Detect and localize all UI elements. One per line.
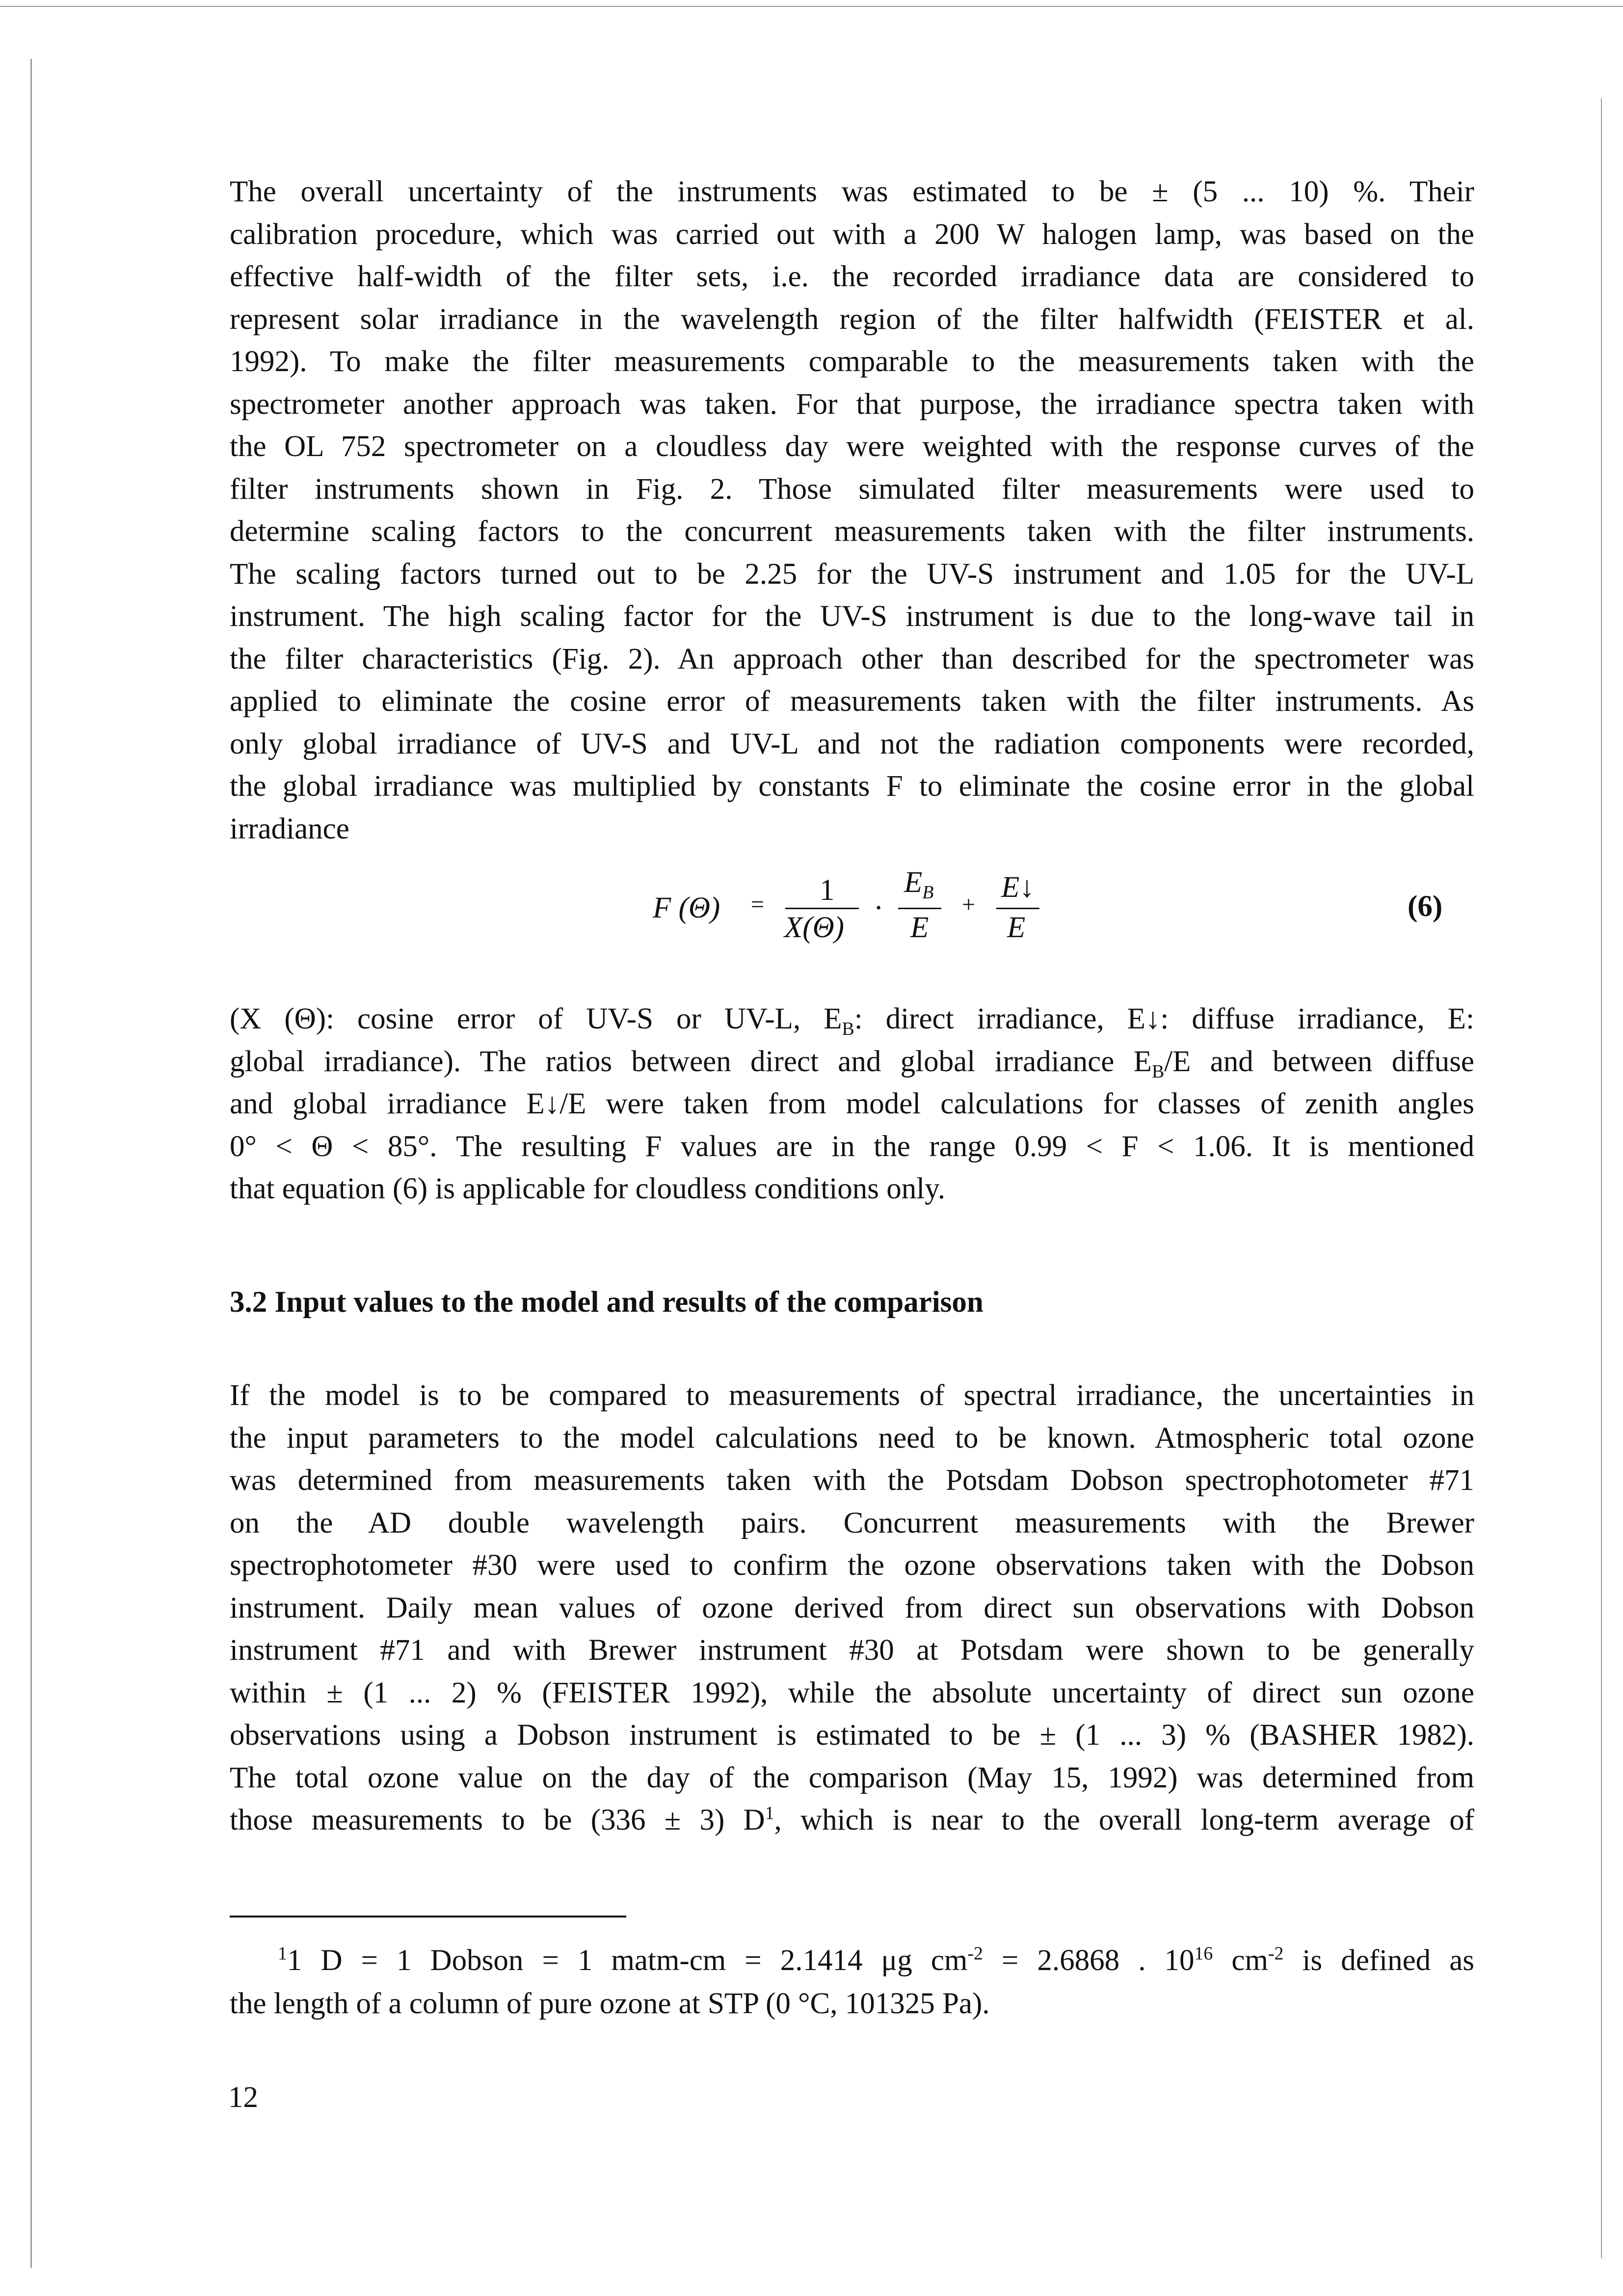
text-line: determine scaling factors to the concurrent measurements taken with the filter instruments. [230,515,1474,548]
equation-number: (6) [1408,890,1443,923]
text-line: the input parameters to the model calculations need to be known. Atmospheric total ozone [230,1421,1474,1455]
equation-lhs: F (Θ) [653,891,720,924]
text-span: 1 D = 1 Dobson = 1 matm-cm = 2.1414 μg cm [287,1944,968,1977]
page-number: 12 [228,2081,258,2114]
text-span: those measurements to be (336 ± 3) D [230,1804,765,1837]
text-line: The scaling factors turned out to be 2.25 for the UV-S instrument and 1.05 for the UV-L [230,557,1474,591]
text-span: global irradiance). The ratios between direct and global irradiance E [230,1045,1152,1078]
text-line: instrument #71 and with Brewer instrument #30 at Potsdam were shown to be generally [230,1634,1474,1667]
paragraph-2-text [230,998,1474,1211]
footnote-reference: 1 [765,1803,774,1824]
text-span: is defined as [1283,1944,1475,1977]
text-line: within ± (1 ... 2) % (FEISTER 1992), while the absolute uncertainty of direct sun ozone [230,1676,1474,1709]
text-line [230,1041,1474,1083]
fraction-2-numerator [904,865,934,903]
scan-edge-top [0,6,1623,7]
footnote [230,1939,1474,2026]
text-line: effective half-width of the filter sets, i.e. the recorded irradiance data are considered to [230,260,1474,293]
text-line: 1992). To make the filter measurements comparable to the measurements taken with the [230,345,1474,378]
text-line: represent solar irradiance in the wavelength region of the filter halfwidth (FEISTER et al. [230,302,1474,336]
fraction-3-denominator: E [1007,911,1026,944]
text-span: , which is near to the overall long-term average of [774,1804,1475,1837]
scan-edge-left [30,59,32,2268]
scan-edge-right [1601,98,1602,2258]
paragraph-2 [230,998,1474,1211]
fraction-2-numerator-main: E [904,866,923,899]
text-line: the OL 752 spectrometer on a cloudless day were weighted with the response curves of the [230,430,1474,463]
text-line: If the model is to be compared to measurements of spectral irradiance, the uncertainties in [230,1379,1474,1412]
text-span: cm [1213,1944,1268,1977]
text-span: /E and between diffuse [1164,1045,1475,1078]
footnote-rule [230,1916,626,1918]
text-line: on the AD double wavelength pairs. Concurrent measurements with the Brewer [230,1506,1474,1540]
fraction-2-bar [898,908,941,909]
subscript: B [1151,1061,1165,1082]
text-line [230,998,1474,1041]
text-line: The total ozone value on the day of the comparison (May 15, 1992) was determined from [230,1761,1474,1794]
text-line: observations using a Dobson instrument is estimated to be ± (1 ... 3) % (BASHER 1982). [230,1719,1474,1752]
text-line: that equation (6) is applicable for cloudless conditions only. [230,1172,946,1205]
text-line: 0° < Θ < 85°. The resulting F values are in the range 0.99 < F < 1.06. It is mentioned [230,1130,1474,1163]
text-line: irradiance [230,812,349,845]
text-span: (X (Θ): cosine error of UV-S or UV-L, E [230,1002,842,1035]
fraction-1-bar [785,908,859,909]
text-line: instrument. The high scaling factor for the UV-S instrument is due to the long-wave tail in [230,600,1474,633]
fraction-2-numerator-sub: B [922,882,934,903]
text-line: the filter characteristics (Fig. 2). An approach other than described for the spectrometer was [230,642,1474,675]
superscript: 16 [1194,1943,1213,1964]
text-line: instrument. Daily mean values of ozone derived from direct sun observations with Dobson [230,1591,1474,1624]
superscript: -2 [967,1943,983,1964]
paragraph-1-text [230,171,1474,850]
text-line [230,1799,1474,1842]
text-line: filter instruments shown in Fig. 2. Those simulated filter measurements were used to [230,472,1474,506]
section-heading: 3.2 Input values to the model and results of the comparison [230,1286,984,1319]
fraction-2-denominator: E [910,911,929,944]
paragraph-1 [230,171,1474,850]
text-line: was determined from measurements taken with the Potsdam Dobson spectrophotometer #71 [230,1464,1474,1497]
text-span: : direct irradiance, E↓: diffuse irradiance, E: [854,1002,1474,1035]
text-line: the global irradiance was multiplied by constants F to eliminate the cosine error in the global [230,770,1474,803]
text-line: The overall uncertainty of the instruments was estimated to be ± (5 ... 10) %. Their [230,175,1474,208]
text-line: spectrometer another approach was taken. For that purpose, the irradiance spectra taken with [230,387,1474,421]
equation-plus: + [962,891,976,918]
text-span: = 2.6868 . 10 [983,1944,1195,1977]
footnote-marker: 1 [278,1943,287,1964]
fraction-1-numerator: 1 [820,874,835,907]
text-line: only global irradiance of UV-S and UV-L and not the radiation components were recorded, [230,727,1474,760]
fraction-3-bar [996,908,1039,909]
text-line: spectrophotometer #30 were used to confirm the ozone observations taken with the Dobson [230,1549,1474,1582]
fraction-3-numerator: E↓ [1001,871,1035,904]
text-line: calibration procedure, which was carried out with a 200 W halogen lamp, was based on the [230,217,1474,251]
text-line: and global irradiance E↓/E were taken from model calculations for classes of zenith angles [230,1087,1474,1120]
fraction-1-denominator: X(Θ) [784,911,844,944]
equation-equals: = [751,891,765,918]
paragraph-3-text [230,1375,1474,1842]
superscript: -2 [1268,1943,1284,1964]
text-line: applied to eliminate the cosine error of measurements taken with the filter instruments. As [230,685,1474,718]
equation-6 [653,866,1045,970]
equation-dot: · [874,891,884,924]
subscript: B [842,1019,854,1040]
footnote-line [230,1939,1474,1982]
footnote-line: the length of a column of pure ozone at STP (0 °C, 101325 Pa). [230,1987,990,2020]
paragraph-3 [230,1375,1474,1842]
